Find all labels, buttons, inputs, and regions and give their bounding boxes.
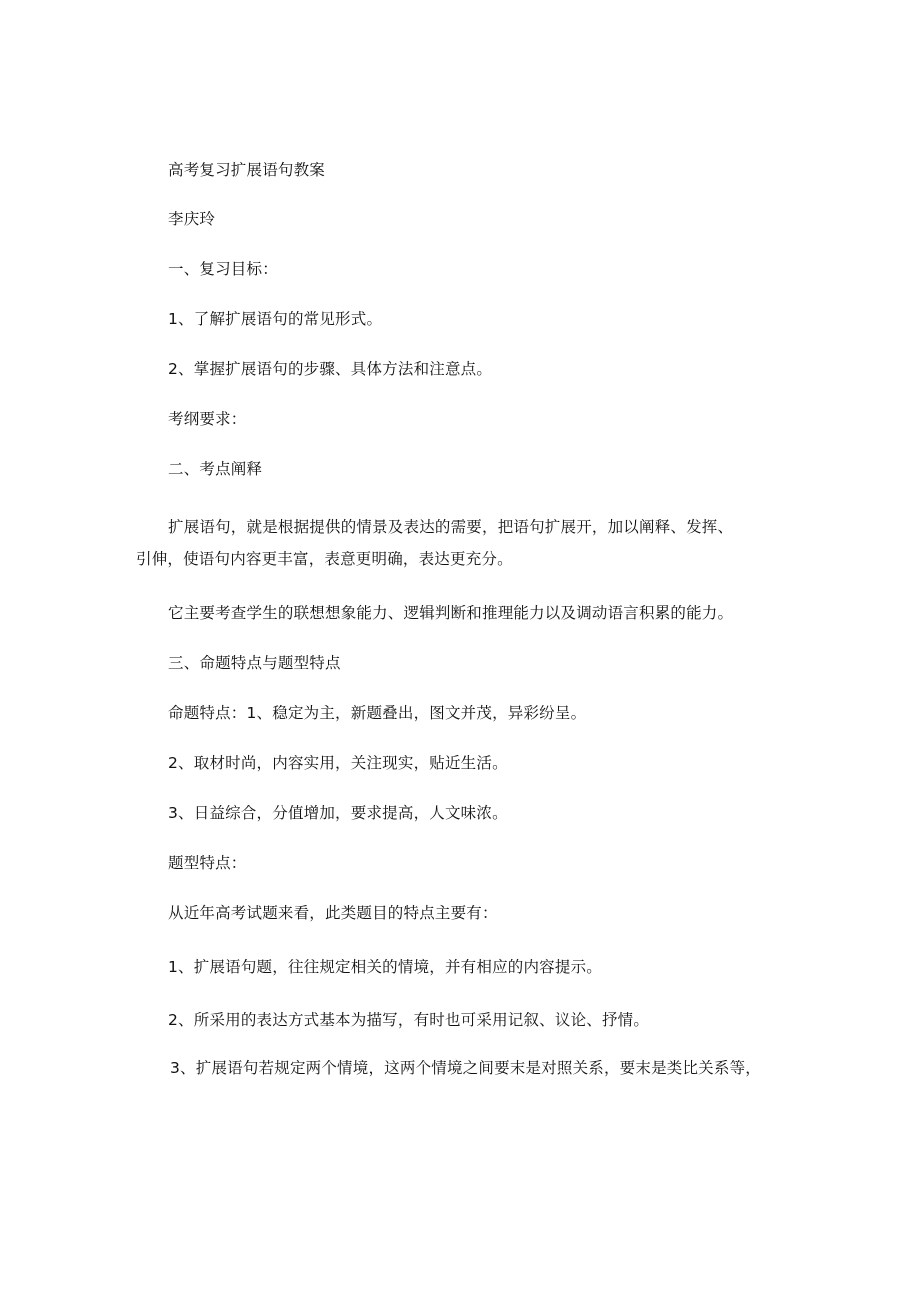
explanation-paragraph-line-2: 引伸，使语句内容更丰富，表意更明确，表达更充分。 [136, 550, 513, 568]
question-type-item-2: 2、所采用的表达方式基本为描写，有时也可采用记叙、议论、抒情。 [168, 1011, 650, 1029]
document-title: 高考复习扩展语句教案 [168, 161, 326, 179]
author-name: 李庆玲 [168, 210, 216, 228]
exam-requirement-label: 考纲要求： [168, 410, 247, 428]
section-heading-features: 三、命题特点与题型特点 [168, 654, 341, 672]
goal-item-2: 2、掌握扩展语句的步骤、具体方法和注意点。 [168, 360, 493, 378]
question-type-heading: 题型特点： [168, 854, 247, 872]
explanation-paragraph-line-1: 扩展语句，就是根据提供的情景及表达的需要，把语句扩展开，加以阐释、发挥、 [168, 518, 734, 536]
section-heading-explanation: 二、考点阐释 [168, 460, 263, 478]
feature-item-3: 3、日益综合，分值增加，要求提高，人文味浓。 [168, 804, 508, 822]
feature-item-1: 命题特点：1、稳定为主，新题叠出，图文并茂，异彩纷呈。 [168, 704, 587, 722]
section-heading-goals: 一、复习目标： [168, 260, 278, 278]
question-type-item-1: 1、扩展语句题，往往规定相关的情境，并有相应的内容提示。 [168, 958, 602, 976]
feature-item-2: 2、取材时尚，内容实用，关注现实，贴近生活。 [168, 754, 508, 772]
goal-item-1: 1、了解扩展语句的常见形式。 [168, 310, 383, 328]
explanation-paragraph-2: 它主要考查学生的联想想象能力、逻辑判断和推理能力以及调动语言积累的能力。 [168, 604, 734, 622]
question-type-item-3: 3、扩展语句若规定两个情境，这两个情境之间要末是对照关系，要末是类比关系等， [170, 1059, 761, 1077]
question-type-intro: 从近年高考试题来看，此类题目的特点主要有： [168, 904, 498, 922]
